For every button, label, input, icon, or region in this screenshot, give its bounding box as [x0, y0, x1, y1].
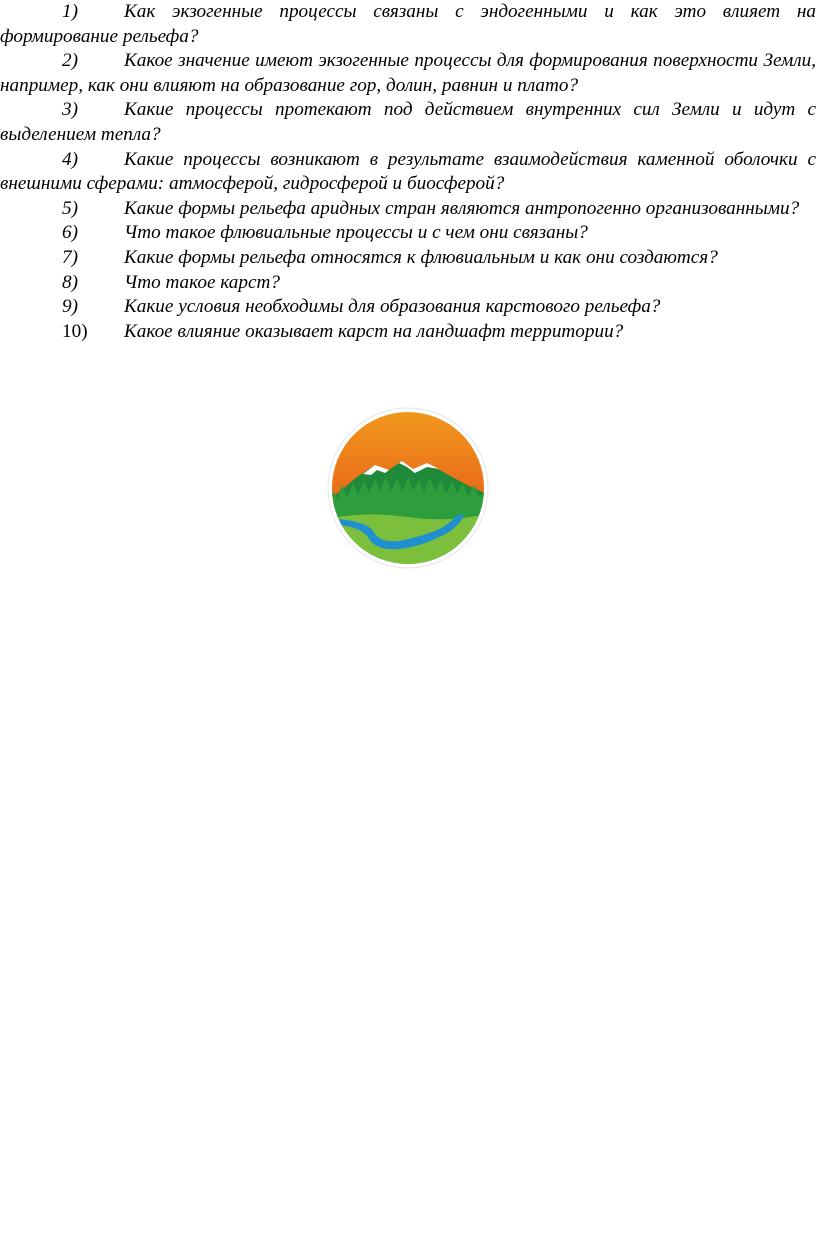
question-item-5 [0, 197, 816, 222]
question-item-7 [0, 246, 816, 271]
question-text: Какое значение имеют экзогенные процессы для формирования поверхности Земли, например, как они влияют на образование гор, долин, равнин и плато? [0, 50, 816, 96]
question-text: Какие процессы протекают под действием внутренних сил Земли и идут с выделением тепла? [0, 99, 816, 145]
question-number: 5) [62, 197, 78, 219]
question-item-4 [0, 148, 816, 197]
question-number: 4) [62, 148, 78, 170]
question-item-3 [0, 98, 816, 147]
question-item-9 [0, 295, 816, 320]
question-item-8 [0, 271, 816, 296]
question-text: Что такое карст? [124, 271, 280, 293]
question-number: 3) [62, 99, 78, 121]
question-text: Какое влияние оказывает карст на ландшафт территории? [124, 320, 624, 342]
mountain-forest-river-logo-icon [327, 407, 489, 569]
question-text: Какие процессы возникают в результате взаимодействия каменной оболочки с внешними сферами: атмосферой, гидросферой и биосферой? [0, 148, 816, 195]
question-item-10 [0, 320, 816, 345]
question-text: Какие условия необходимы для образования карстового рельефа? [124, 296, 661, 318]
question-item-1 [0, 0, 816, 49]
question-number: 9) [62, 296, 78, 318]
question-number: 7) [62, 246, 78, 268]
question-number: 10) [62, 320, 88, 342]
question-number: 6) [62, 222, 78, 244]
question-text: Что такое флювиальные процессы и с чем они связаны? [124, 222, 588, 244]
question-number: 8) [62, 271, 78, 293]
question-list [0, 0, 816, 344]
question-item-6 [0, 221, 816, 246]
question-item-2 [0, 49, 816, 98]
question-text: Какие формы рельефа относятся к флювиальным и как они создаются? [124, 246, 718, 268]
question-number: 1) [62, 1, 78, 22]
question-text: Какие формы рельефа аридных стран являются антропогенно организованными? [124, 197, 800, 219]
question-number: 2) [62, 50, 78, 72]
question-text: Как экзогенные процессы связаны с эндогенными и как это влияет на формирование рельефа? [0, 1, 816, 47]
